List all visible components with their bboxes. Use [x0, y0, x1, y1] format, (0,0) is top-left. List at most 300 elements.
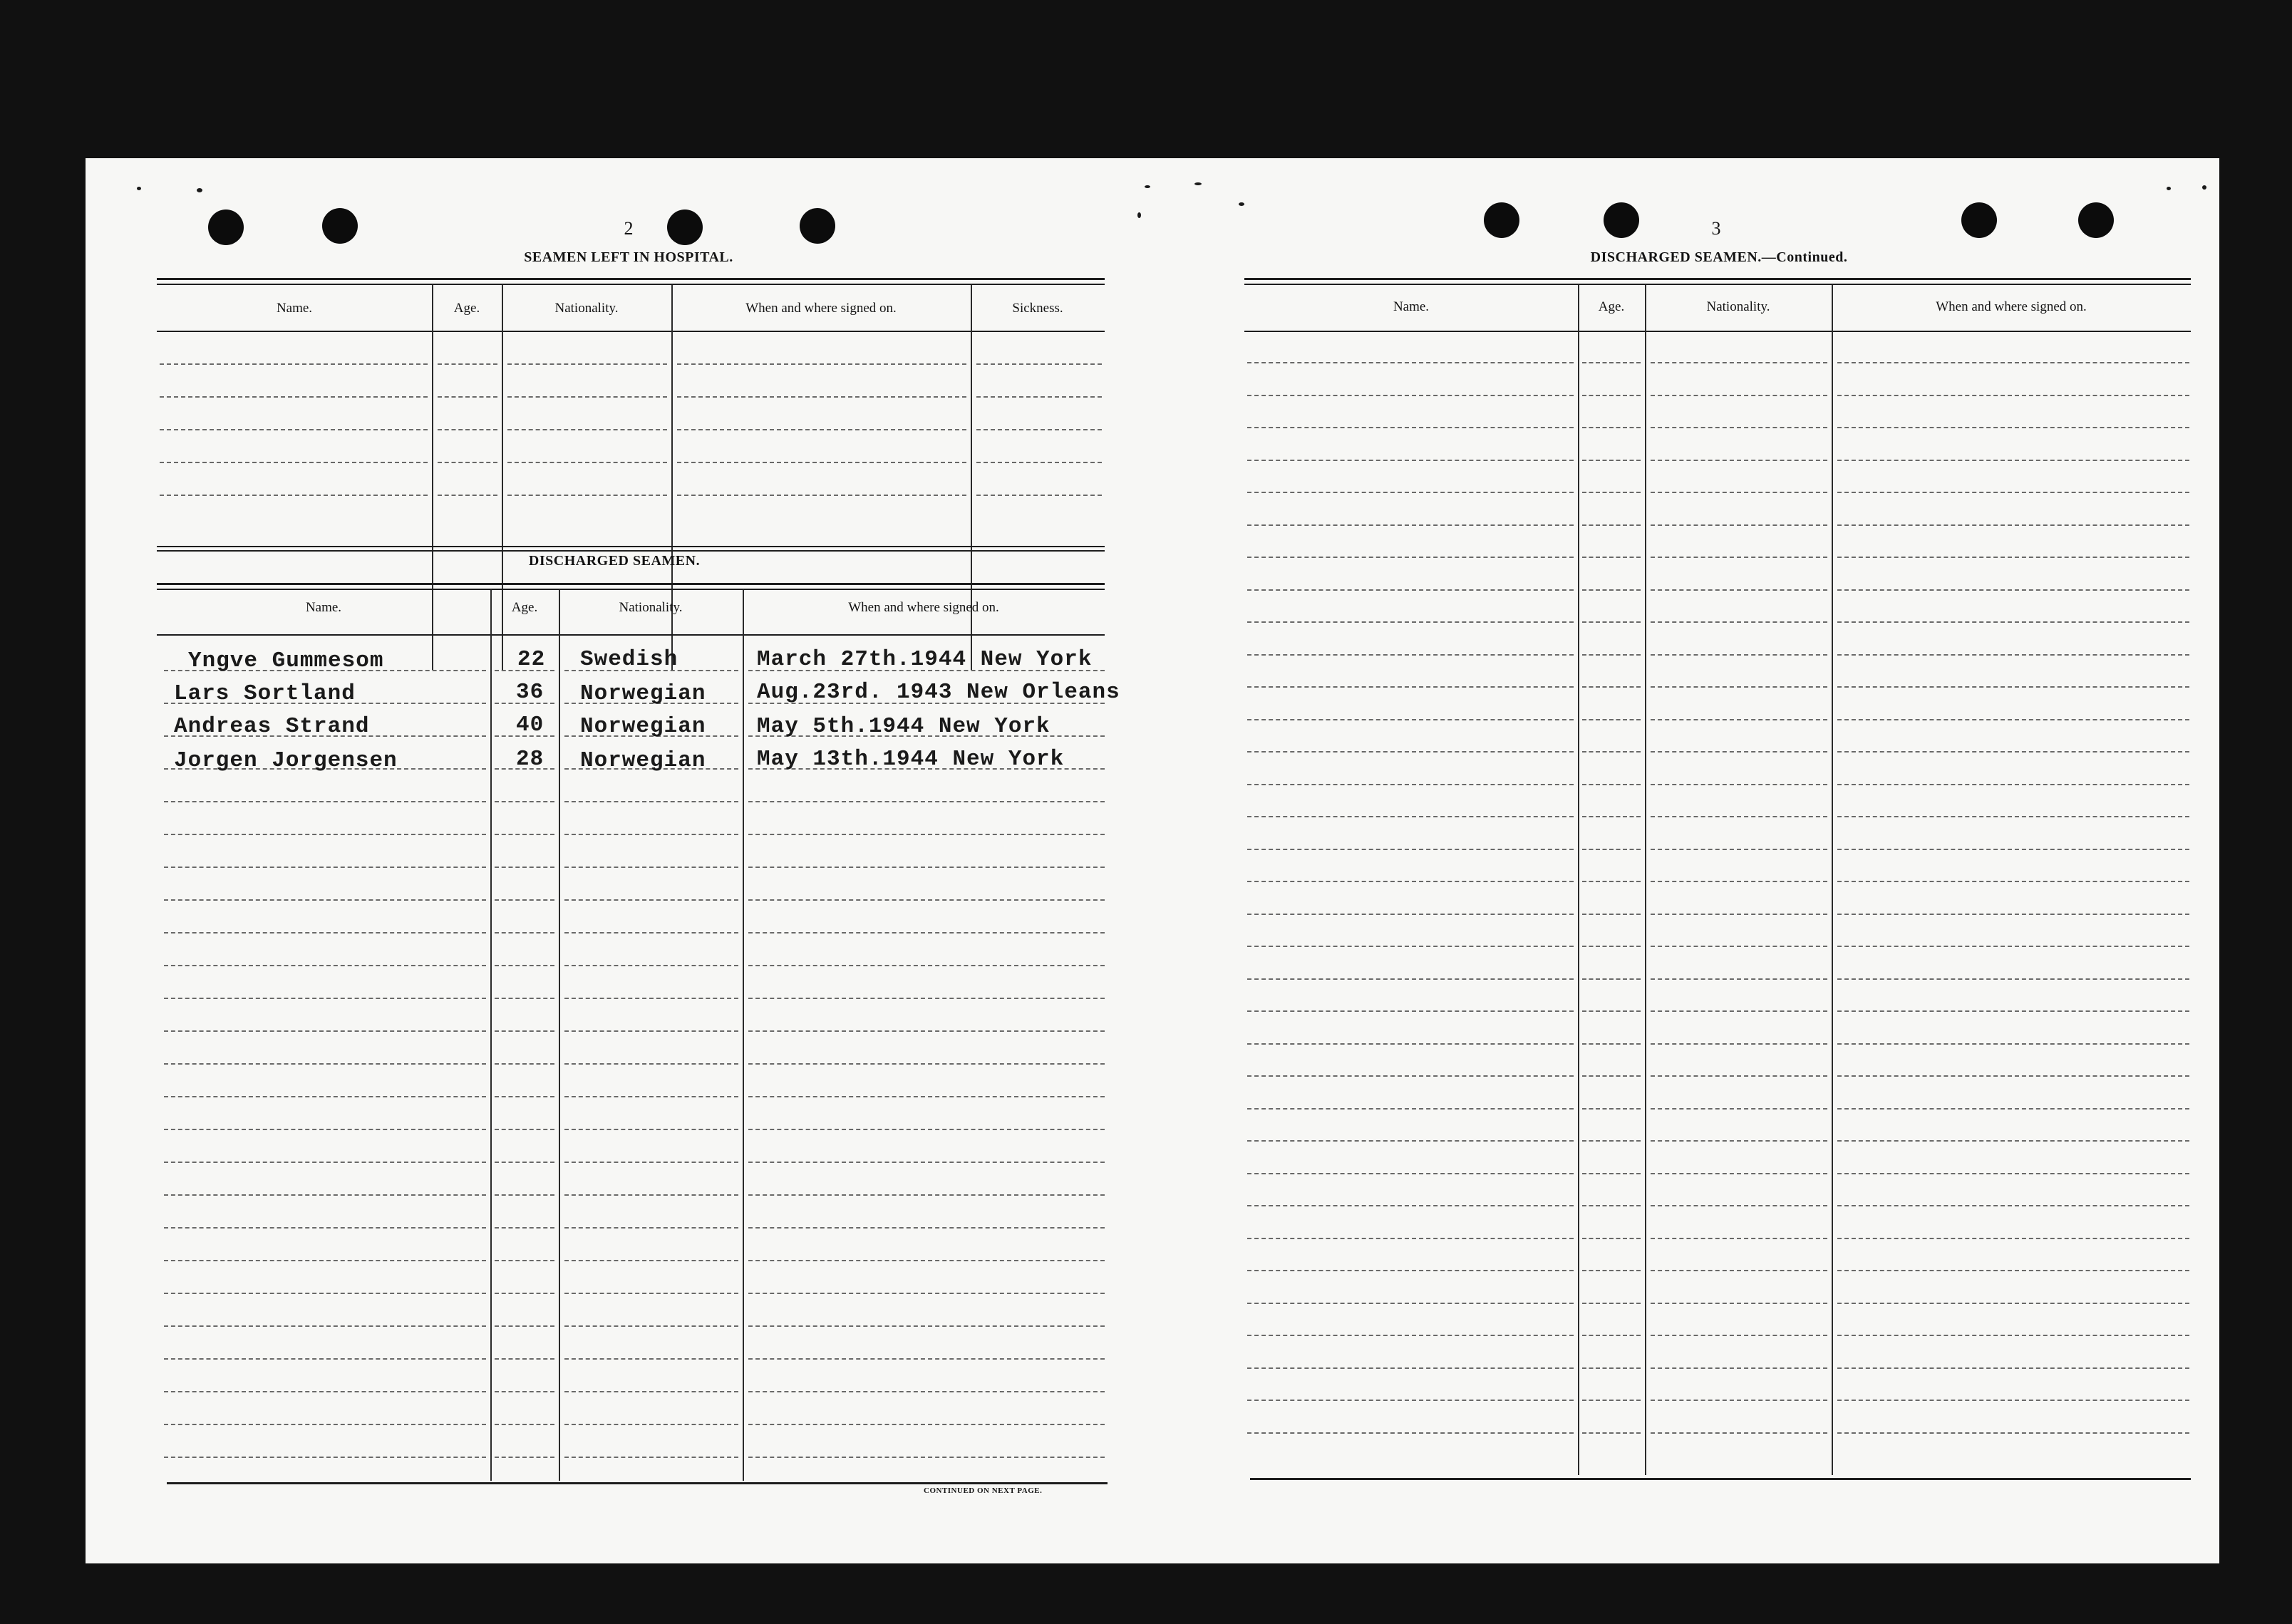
ruled-line: [748, 1391, 1105, 1392]
ruled-line: [1651, 719, 1827, 720]
ruled-line: [164, 1325, 486, 1327]
ruled-line: [748, 1063, 1105, 1065]
ruled-line: [1247, 427, 1574, 428]
ruled-line: [495, 1129, 554, 1130]
double-rule: [157, 278, 1105, 280]
ruled-line: [1582, 1303, 1641, 1304]
ruled-line: [1651, 1205, 1827, 1206]
ruled-line: [1582, 362, 1641, 363]
double-rule: [157, 589, 1105, 590]
ruled-line: [1837, 395, 2189, 396]
ruled-line: [507, 462, 667, 463]
ruled-line: [748, 1325, 1105, 1327]
ruled-line: [438, 462, 497, 463]
ruled-line: [1247, 1367, 1574, 1369]
ruled-line: [564, 1424, 738, 1425]
ruled-line: [1651, 1303, 1827, 1304]
seaman-signed-on: Aug.23rd. 1943 New Orleans: [757, 680, 1120, 705]
ruled-line: [564, 1096, 738, 1097]
ruled-line: [1247, 751, 1574, 752]
ruled-line: [1247, 492, 1574, 493]
page-number: 2: [624, 218, 634, 239]
ruled-line: [507, 396, 667, 398]
ruled-line: [495, 965, 554, 966]
ruled-line: [1582, 1432, 1641, 1434]
ruled-line: [495, 932, 554, 933]
ruled-line: [1837, 654, 2189, 656]
ruled-line: [164, 1030, 486, 1032]
ruled-line: [1582, 946, 1641, 947]
ruled-line: [1837, 589, 2189, 591]
ruled-line: [164, 1260, 486, 1261]
ruled-line: [495, 1194, 554, 1196]
ruled-line: [564, 1391, 738, 1392]
ruled-line: [438, 495, 497, 496]
ruled-line: [1582, 1010, 1641, 1012]
ruled-line: [1582, 1205, 1641, 1206]
ruled-line: [564, 1457, 738, 1458]
column-divider: [490, 590, 492, 1481]
ruled-line: [1837, 557, 2189, 558]
seaman-signed-on: March 27th.1944 New York: [757, 647, 1093, 672]
ruled-line: [1651, 621, 1827, 623]
ruled-line: [1582, 849, 1641, 850]
ruled-line: [564, 1227, 738, 1229]
ruled-line: [564, 1030, 738, 1032]
ruled-line: [1837, 978, 2189, 980]
column-header-sickness: Sickness.: [1012, 301, 1063, 316]
ruled-line: [495, 1030, 554, 1032]
column-header-name: Name.: [1393, 299, 1430, 314]
ruled-line: [564, 1162, 738, 1163]
column-header-nationality: Nationality.: [1706, 299, 1770, 314]
seaman-nationality: Norwegian: [580, 714, 706, 739]
ruled-line: [1582, 751, 1641, 752]
ruled-line: [164, 899, 486, 901]
header-rule: [157, 634, 1105, 636]
ruled-line: [164, 801, 486, 802]
ruled-line: [564, 1194, 738, 1196]
double-rule: [1244, 284, 2191, 285]
ruled-line: [564, 965, 738, 966]
ruled-line: [976, 462, 1102, 463]
ruled-line: [495, 1358, 554, 1360]
ruled-line: [677, 363, 966, 365]
ruled-line: [677, 396, 966, 398]
ruled-line: [1651, 460, 1827, 461]
ruled-line: [1582, 1173, 1641, 1174]
ruled-line: [1837, 1108, 2189, 1110]
ruled-line: [1247, 1140, 1574, 1142]
ruled-line: [564, 1293, 738, 1294]
ruled-line: [1582, 1270, 1641, 1271]
ruled-line: [164, 1358, 486, 1360]
ruled-line: [1247, 362, 1574, 363]
ruled-line: [164, 932, 486, 933]
ruled-line: [164, 1194, 486, 1196]
ruled-line: [495, 1325, 554, 1327]
ruled-line: [1582, 1108, 1641, 1110]
ruled-line: [748, 1096, 1105, 1097]
ruled-line: [677, 429, 966, 430]
ruled-line: [1582, 395, 1641, 396]
ruled-line: [564, 1325, 738, 1327]
ruled-line: [1837, 881, 2189, 882]
column-header-name: Name.: [276, 301, 313, 316]
ruled-line: [164, 1096, 486, 1097]
ruled-line: [564, 932, 738, 933]
ruled-line: [495, 1162, 554, 1163]
ruled-line: [495, 1457, 554, 1458]
ruled-line: [1651, 1108, 1827, 1110]
ledger-sheet: [86, 158, 2219, 1563]
ruled-line: [1582, 686, 1641, 688]
ruled-line: [1651, 1043, 1827, 1045]
ruled-line: [1651, 751, 1827, 752]
ruled-line: [160, 462, 428, 463]
ruled-line: [1837, 1010, 2189, 1012]
ruled-line: [1837, 914, 2189, 915]
ruled-line: [1651, 1270, 1827, 1271]
ruled-line: [976, 429, 1102, 430]
ruled-line: [495, 998, 554, 999]
ruled-line: [507, 429, 667, 430]
ruled-line: [564, 899, 738, 901]
ruled-line: [495, 867, 554, 868]
ruled-line: [495, 1096, 554, 1097]
ruled-line: [1651, 1010, 1827, 1012]
ruled-line: [1651, 978, 1827, 980]
ruled-line: [1582, 492, 1641, 493]
ruled-line: [1651, 524, 1827, 526]
ruled-line: [748, 1358, 1105, 1360]
section-rule: [157, 550, 1105, 552]
ruled-line: [1582, 1075, 1641, 1077]
ruled-line: [1651, 362, 1827, 363]
ruled-line: [1247, 524, 1574, 526]
ruled-line: [1651, 654, 1827, 656]
ruled-line: [1651, 1367, 1827, 1369]
ruled-line: [1837, 946, 2189, 947]
ruled-line: [1651, 557, 1827, 558]
ruled-line: [495, 1293, 554, 1294]
ruled-line: [1247, 621, 1574, 623]
seaman-name: Jorgen Jorgensen: [174, 748, 398, 773]
seaman-age: 36: [516, 680, 544, 705]
ruled-line: [1837, 784, 2189, 785]
column-divider: [1645, 285, 1646, 1475]
column-header-nationality: Nationality.: [554, 301, 619, 316]
ruled-line: [164, 1129, 486, 1130]
seaman-age: 22: [517, 647, 546, 672]
column-header-age: Age.: [511, 600, 538, 615]
ruled-line: [976, 396, 1102, 398]
section-rule: [157, 546, 1105, 547]
ruled-line: [564, 1063, 738, 1065]
ruled-line: [1247, 1270, 1574, 1271]
column-header-signed-on: When and where signed on.: [848, 600, 999, 615]
seaman-signed-on: May 5th.1944 New York: [757, 714, 1050, 739]
ruled-line: [160, 396, 428, 398]
ruled-line: [1837, 1303, 2189, 1304]
ruled-line: [1837, 492, 2189, 493]
column-header-name: Name.: [305, 600, 342, 615]
column-divider: [559, 590, 560, 1481]
ruled-line: [495, 834, 554, 835]
ruled-line: [1837, 1173, 2189, 1174]
ruled-line: [748, 1424, 1105, 1425]
ruled-line: [495, 801, 554, 802]
ruled-line: [1651, 686, 1827, 688]
bottom-rule: [167, 1482, 1108, 1484]
ruled-line: [1837, 1205, 2189, 1206]
bottom-rule: [1250, 1478, 2191, 1480]
ruled-line: [164, 965, 486, 966]
ruled-line: [1247, 881, 1574, 882]
double-rule: [157, 284, 1105, 285]
ruled-line: [748, 1030, 1105, 1032]
ruled-line: [164, 1424, 486, 1425]
discharged-continued-title: DISCHARGED SEAMEN.—Continued.: [1590, 249, 1848, 265]
ruled-line: [564, 834, 738, 835]
ruled-line: [564, 998, 738, 999]
ruled-line: [1582, 1238, 1641, 1239]
ruled-line: [1247, 1010, 1574, 1012]
ruled-line: [1582, 621, 1641, 623]
ruled-line: [1651, 1432, 1827, 1434]
ruled-line: [1837, 1270, 2189, 1271]
ruled-line: [164, 1063, 486, 1065]
ruled-line: [160, 429, 428, 430]
ruled-line: [748, 1260, 1105, 1261]
column-header-age: Age.: [1598, 299, 1625, 314]
ruled-line: [495, 1391, 554, 1392]
ruled-line: [1582, 978, 1641, 980]
ruled-line: [748, 834, 1105, 835]
seaman-nationality: Norwegian: [580, 681, 706, 706]
seaman-nationality: Norwegian: [580, 748, 706, 773]
ruled-line: [1247, 784, 1574, 785]
ruled-line: [1582, 914, 1641, 915]
ruled-line: [1837, 849, 2189, 850]
ruled-line: [976, 363, 1102, 365]
double-rule: [157, 583, 1105, 585]
ruled-line: [1247, 1303, 1574, 1304]
ruled-line: [1837, 1238, 2189, 1239]
ruled-line: [1247, 1238, 1574, 1239]
ruled-line: [1247, 460, 1574, 461]
column-header-nationality: Nationality.: [619, 600, 683, 615]
ruled-line: [160, 495, 428, 496]
column-header-age: Age.: [453, 301, 480, 316]
ruled-line: [748, 867, 1105, 868]
ruled-line: [1247, 946, 1574, 947]
seaman-name: Yngve Gummesom: [188, 648, 384, 673]
ruled-line: [1651, 1335, 1827, 1336]
ruled-line: [164, 1293, 486, 1294]
ruled-line: [748, 1194, 1105, 1196]
discharged-section-title: DISCHARGED SEAMEN.: [528, 553, 701, 569]
ruled-line: [1651, 946, 1827, 947]
page-number: 3: [1711, 218, 1721, 239]
continued-note: CONTINUED ON NEXT PAGE.: [924, 1486, 1043, 1495]
ruled-line: [1247, 719, 1574, 720]
ruled-line: [1247, 1335, 1574, 1336]
ruled-line: [1582, 654, 1641, 656]
ruled-line: [677, 495, 966, 496]
right-page: [1155, 158, 2219, 1563]
ruled-line: [1582, 784, 1641, 785]
ruled-line: [1247, 395, 1574, 396]
ruled-line: [1247, 1043, 1574, 1045]
ruled-line: [1837, 1043, 2189, 1045]
ruled-line: [1651, 395, 1827, 396]
column-header-signed-on: When and where signed on.: [1936, 299, 2087, 314]
ruled-line: [1247, 816, 1574, 817]
ruled-line: [495, 1260, 554, 1261]
seaman-name: Lars Sortland: [174, 681, 356, 706]
ruled-line: [495, 1424, 554, 1425]
ruled-line: [164, 1162, 486, 1163]
ruled-line: [1582, 427, 1641, 428]
ruled-line: [1837, 621, 2189, 623]
ruled-line: [1247, 1108, 1574, 1110]
ruled-line: [1651, 427, 1827, 428]
ruled-line: [748, 899, 1105, 901]
ruled-line: [1247, 849, 1574, 850]
ruled-line: [1837, 524, 2189, 526]
ruled-line: [564, 867, 738, 868]
column-divider: [1578, 285, 1579, 1475]
ruled-line: [1582, 1043, 1641, 1045]
ruled-line: [164, 1391, 486, 1392]
ruled-line: [1247, 686, 1574, 688]
ruled-line: [1582, 1400, 1641, 1401]
ruled-line: [564, 801, 738, 802]
header-rule: [1244, 331, 2191, 332]
seaman-age: 28: [516, 747, 544, 772]
ruled-line: [1582, 524, 1641, 526]
ruled-line: [160, 363, 428, 365]
column-header-signed-on: When and where signed on.: [745, 301, 897, 316]
ruled-line: [1651, 849, 1827, 850]
ruled-line: [748, 1227, 1105, 1229]
ruled-line: [1247, 589, 1574, 591]
ruled-line: [164, 834, 486, 835]
ruled-line: [1582, 557, 1641, 558]
ruled-line: [1247, 654, 1574, 656]
ruled-line: [1837, 362, 2189, 363]
ruled-line: [1837, 751, 2189, 752]
ruled-line: [1582, 1335, 1641, 1336]
ruled-line: [438, 363, 497, 365]
ruled-line: [748, 1162, 1105, 1163]
ruled-line: [1651, 1238, 1827, 1239]
ruled-line: [1837, 427, 2189, 428]
ruled-line: [1582, 460, 1641, 461]
ruled-line: [976, 495, 1102, 496]
ruled-line: [164, 1457, 486, 1458]
ruled-line: [507, 495, 667, 496]
ruled-line: [1651, 1173, 1827, 1174]
ruled-line: [564, 1358, 738, 1360]
ruled-line: [1247, 1205, 1574, 1206]
ruled-line: [1582, 816, 1641, 817]
ruled-line: [1837, 1367, 2189, 1369]
ruled-line: [1582, 881, 1641, 882]
ruled-line: [1651, 1400, 1827, 1401]
ruled-line: [564, 1260, 738, 1261]
ruled-line: [748, 1457, 1105, 1458]
ruled-line: [495, 899, 554, 901]
seaman-nationality: Swedish: [580, 647, 678, 672]
ruled-line: [1651, 914, 1827, 915]
ruled-line: [748, 965, 1105, 966]
ruled-line: [564, 1129, 738, 1130]
ruled-line: [1247, 1075, 1574, 1077]
ruled-line: [438, 396, 497, 398]
ruled-line: [507, 363, 667, 365]
ruled-line: [1651, 816, 1827, 817]
ruled-line: [1582, 719, 1641, 720]
ruled-line: [1837, 1400, 2189, 1401]
column-divider: [743, 590, 744, 1481]
ruled-line: [1651, 1075, 1827, 1077]
ruled-line: [1837, 1432, 2189, 1434]
ruled-line: [495, 1063, 554, 1065]
seaman-signed-on: May 13th.1944 New York: [757, 747, 1065, 772]
ruled-line: [495, 1227, 554, 1229]
double-rule: [1244, 278, 2191, 280]
ruled-line: [1247, 1400, 1574, 1401]
ruled-line: [1651, 784, 1827, 785]
ruled-line: [1247, 914, 1574, 915]
ruled-line: [164, 1227, 486, 1229]
ruled-line: [1651, 589, 1827, 591]
ruled-line: [1651, 492, 1827, 493]
ruled-line: [1247, 1432, 1574, 1434]
ruled-line: [748, 801, 1105, 802]
ruled-line: [1247, 557, 1574, 558]
ruled-line: [1582, 1367, 1641, 1369]
ruled-line: [1247, 1173, 1574, 1174]
ruled-line: [748, 998, 1105, 999]
seaman-age: 40: [516, 713, 544, 738]
ruled-line: [1837, 1075, 2189, 1077]
left-page: [86, 158, 1155, 1563]
ruled-line: [748, 932, 1105, 933]
ruled-line: [1837, 686, 2189, 688]
ruled-line: [438, 429, 497, 430]
seaman-name: Andreas Strand: [174, 714, 370, 739]
ruled-line: [164, 998, 486, 999]
hospital-section-title: SEAMEN LEFT IN HOSPITAL.: [524, 249, 733, 265]
ruled-line: [1582, 589, 1641, 591]
ruled-line: [1837, 1335, 2189, 1336]
ruled-line: [1837, 816, 2189, 817]
ruled-line: [1837, 719, 2189, 720]
header-rule: [157, 331, 1105, 332]
ruled-line: [1837, 1140, 2189, 1142]
ruled-line: [748, 1129, 1105, 1130]
ruled-line: [1651, 881, 1827, 882]
ruled-line: [1651, 1140, 1827, 1142]
ruled-line: [677, 462, 966, 463]
ruled-line: [1582, 1140, 1641, 1142]
ruled-line: [1837, 460, 2189, 461]
ruled-line: [164, 867, 486, 868]
ruled-line: [1247, 978, 1574, 980]
